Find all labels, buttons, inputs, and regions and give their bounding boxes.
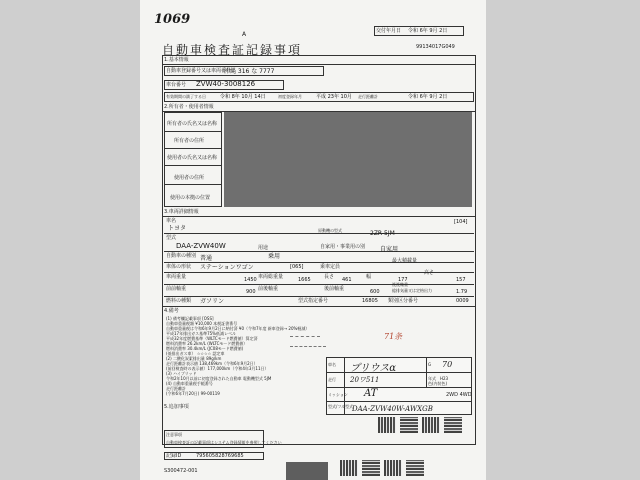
gross-weight-value: 1665: [298, 277, 311, 283]
issue-date-label: 交付年月日: [376, 28, 402, 34]
weight-value: 1450: [244, 277, 257, 283]
card-mission-value: AT: [364, 388, 378, 399]
remark-line: (前回検査時の表示値）177,000km（令和4年3月11日）: [166, 366, 269, 371]
remark-line: 令和2年10月以前に初度登録された自動車 電動機型式 5JM: [166, 376, 272, 381]
category-number-value: 0009: [456, 298, 469, 304]
front-rear-axle-label: 前後軸重: [258, 286, 279, 292]
chassis-label: 車台番号: [166, 82, 187, 88]
remark-line: 燃料消費率 30.4km/L (JC08モード燃費値): [166, 346, 244, 351]
rule: [164, 262, 474, 263]
owner-address-label: 所有者の住所: [174, 138, 205, 144]
engine-label: 原動機の型式: [318, 228, 342, 233]
maker-code: [104]: [454, 219, 468, 225]
rule: [326, 387, 472, 388]
remark-line: (4) 自動車重量税手帳番号: [166, 381, 213, 386]
rule: [164, 184, 222, 185]
notice-heading: 注意事項: [166, 432, 182, 437]
remark-line: (3) ハイブリッド: [166, 371, 197, 376]
section-owner-heading: 2.所有者・使用者情報: [164, 104, 214, 110]
remark-line: 走行距離計表示値 138,469km（令和6年9月2日）: [166, 361, 258, 366]
front-axle-value: 900: [246, 289, 256, 295]
rear-axle-value: 600: [370, 289, 380, 295]
height-label: 高さ: [424, 270, 435, 276]
width-label: 幅: [366, 274, 372, 280]
remark-line: (低排出ガス車） ☆☆☆☆ 認定車: [166, 351, 225, 356]
rule: [162, 306, 476, 307]
qr-code-3: [422, 417, 440, 433]
rear-axle-label: 後後軸重: [392, 282, 408, 287]
card-name-label: 車名: [328, 362, 336, 367]
section-remarks-heading: 4.備考: [164, 308, 179, 314]
remark-line: 燃料消費率 26.2km/L (WLTCモード燃費値）: [166, 341, 248, 346]
remark-line: 走行距離計: [166, 386, 186, 391]
user-address-label: 使用者の住所: [174, 175, 205, 181]
expiry-label: 有効期間の満了する日: [166, 94, 206, 99]
user-name-label: 使用者の氏名又は名称: [167, 155, 218, 161]
footer-number: S300472-001: [164, 468, 198, 474]
base-location-label: 使用の本拠の位置: [170, 195, 211, 201]
private-business-value: 自家用: [380, 246, 399, 253]
card-drive-value: 2WD 4WD: [446, 392, 472, 398]
private-business-label: 自家用・事業用の別: [320, 244, 366, 250]
electronic-id-value: 795605828769685: [196, 453, 244, 459]
rule: [164, 284, 474, 285]
section-vehicle-heading: 3.車両詳細情報: [164, 209, 199, 215]
fuel-label: 燃料の種類: [166, 298, 192, 304]
use-label: 用途: [258, 245, 269, 251]
model-value: DAA-ZVW40W: [176, 242, 226, 250]
document-number: 99134017G049: [416, 44, 455, 50]
qr-code-5: [340, 460, 358, 476]
inspection-certificate-sheet: [140, 0, 486, 480]
card-mileage-value: 20ワ511: [350, 376, 380, 384]
rule: [326, 372, 472, 373]
first-registration-label: 初度登録年月: [278, 94, 302, 99]
maker-value: トヨタ: [168, 225, 187, 232]
rule: [162, 64, 476, 65]
use-value: 乗用: [268, 253, 281, 260]
maker-label: 車名: [166, 218, 177, 224]
class-value: 普通: [200, 255, 213, 262]
fuel-value: ガソリン: [200, 298, 225, 305]
card-grade-value: 70: [442, 360, 453, 369]
body-label: 車体の形状: [166, 264, 192, 270]
length-label: 長さ: [324, 274, 335, 280]
redacted-footer-block: [286, 462, 328, 480]
card-mission-label: ミッション: [328, 392, 348, 397]
section-basic-heading: 1.基本情報: [164, 57, 189, 63]
card-name-value: プリウスα: [350, 363, 397, 374]
qr-code-1: [378, 417, 396, 433]
width-value: 177: [398, 277, 408, 283]
remark-line: 平成17年排出ガス基準75%低減レベル: [166, 331, 236, 336]
red-stamp-note: 71条: [384, 332, 403, 341]
rear-front-axle-label: 後前軸重: [324, 286, 345, 292]
rule: [426, 357, 427, 387]
title-marker: A: [242, 31, 247, 38]
card-color-label: 色(内装色): [428, 381, 448, 386]
electronic-id-label: 記録ID: [166, 453, 182, 459]
capacity-label: 乗車定員: [320, 264, 341, 270]
document-title: 自動車検査証記録事項: [162, 43, 303, 57]
max-load-label: 最大積載量: [392, 258, 418, 264]
card-year-label: 年式: [428, 376, 436, 381]
card-grade-label: G: [428, 362, 432, 367]
gross-weight-label: 車両総重量: [258, 274, 284, 280]
rule: [164, 296, 474, 297]
rule: [164, 251, 474, 252]
remark-line: (2) 二酸化炭素排出量 89g/km: [166, 356, 222, 361]
card-year-value: H23: [440, 376, 449, 381]
class-label: 自動車の種別: [166, 253, 197, 259]
redacted-owner-info: [224, 112, 472, 207]
notice-text: 自動車検査証の記載事項はシステム登録情報を参照してください: [166, 440, 282, 445]
displacement-value: 1.79: [456, 289, 468, 295]
qr-code-6: [362, 460, 380, 476]
rule: [164, 131, 222, 132]
model-label: 型式: [166, 235, 177, 241]
remark-line: 平成32年度燃費基準（WLTCモード燃費値）算定済: [166, 336, 258, 341]
expiry-value: 令和 8年 10月 14日: [220, 94, 266, 100]
qr-code-7: [384, 460, 402, 476]
mileage-label: 走行距離計: [358, 94, 378, 99]
first-registration-value: 平成 23年 10月: [316, 94, 352, 100]
mileage-date: 令和 6年 9月 2日: [408, 94, 448, 100]
card-full-model-label: 型式/フル型式: [328, 404, 354, 409]
remark-line: 自動車重量税は令和6年9月2日に納付済 ¥0（令和7年度 新車登録→ 20%軽減）: [166, 326, 310, 331]
engine-value: 2ZR-5JM: [370, 230, 395, 237]
qr-code-2: [400, 417, 418, 433]
displacement-label: 総排気量又は定格出力: [392, 288, 432, 293]
issue-date-value: 令和 6年 9月 2日: [408, 28, 448, 34]
remark-line: (令和6年7月20日) 99-00119: [166, 391, 220, 396]
chassis-value: ZVW40-3008126: [196, 80, 256, 88]
handwritten-number: 1069: [154, 12, 191, 27]
qr-code-4: [444, 417, 462, 433]
height-value: 157: [456, 277, 466, 283]
strike-line: [290, 336, 320, 337]
rule: [162, 216, 476, 217]
owner-name-label: 所有者の氏名又は名称: [167, 121, 218, 127]
category-number-label: 類別区分番号: [388, 298, 419, 304]
type-number-label: 型式指定番号: [298, 298, 329, 304]
length-value: 461: [342, 277, 352, 283]
body-code: [065]: [290, 264, 304, 270]
remark-line: 自動車重量税額 ¥10,000 本税証書番号: [166, 321, 238, 326]
section-extra-heading: 5.追加事項: [164, 404, 189, 410]
plate-label: 自動車登録番号又は車両番号: [166, 68, 232, 74]
card-full-model-value: DAA-ZVW40W-AWXGB: [352, 405, 433, 413]
qr-code-8: [406, 460, 424, 476]
body-value: ステーションワゴン: [200, 264, 254, 271]
front-axle-label: 前前軸重: [166, 286, 187, 292]
rule: [164, 165, 222, 166]
card-mileage-label: 走行: [328, 377, 336, 382]
strike-line: [290, 346, 326, 347]
weight-label: 車両重量: [166, 274, 187, 280]
rule: [164, 148, 222, 149]
plate-value: 沖縄 316 な 7777: [224, 68, 275, 75]
type-number-value: 16805: [362, 298, 378, 304]
remark-line: (1) 備考欄記載事項 [OSS]: [166, 316, 214, 321]
rule: [326, 401, 472, 402]
